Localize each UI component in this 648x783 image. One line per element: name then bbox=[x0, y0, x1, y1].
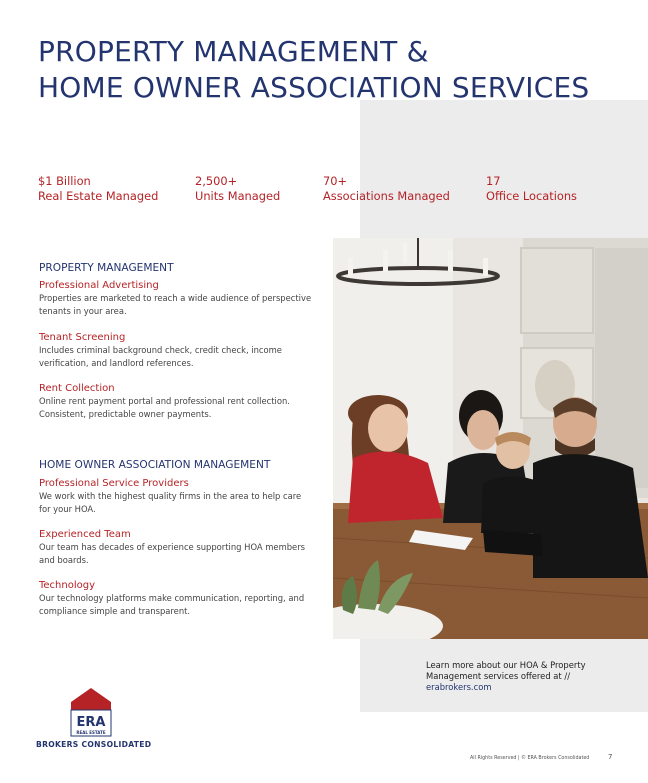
stat-value: 17 bbox=[486, 174, 501, 188]
stat-real-estate bbox=[38, 174, 158, 204]
page-title-line-2: HOME OWNER ASSOCIATION SERVICES bbox=[38, 71, 590, 104]
pm-item-tenant-screening bbox=[39, 331, 314, 369]
item-title: Professional Service Providers bbox=[39, 478, 189, 489]
item-title: Experienced Team bbox=[39, 529, 131, 540]
learn-more-text: Learn more about our HOA & Property Management services offered at // bbox=[426, 660, 586, 681]
hoa-item-experienced-team bbox=[39, 528, 314, 566]
website-link[interactable]: erabrokers.com bbox=[426, 682, 492, 692]
hoa-item-service-providers bbox=[39, 477, 314, 515]
page-number: 7 bbox=[608, 753, 613, 761]
stat-offices bbox=[486, 174, 577, 204]
stat-label: Associations Managed bbox=[323, 189, 450, 203]
item-description: Includes criminal background check, credit check, income verification, and landlord references. bbox=[39, 345, 282, 368]
page-title-line-1: PROPERTY MANAGEMENT & bbox=[38, 35, 429, 68]
stat-associations bbox=[323, 174, 450, 204]
family-photo bbox=[333, 238, 648, 639]
pm-item-rent-collection bbox=[39, 382, 314, 420]
page-title bbox=[38, 34, 628, 106]
pm-item-advertising bbox=[39, 279, 314, 317]
item-description: Online rent payment portal and professional rent collection. Consistent, predictable owner payments. bbox=[39, 396, 290, 419]
item-title: Technology bbox=[39, 580, 96, 591]
item-description: We work with the highest quality firms in the area to help care for your HOA. bbox=[39, 491, 302, 514]
stat-value: $1 Billion bbox=[38, 174, 91, 188]
stat-units bbox=[195, 174, 280, 204]
item-title: Rent Collection bbox=[39, 383, 115, 394]
item-title: Tenant Screening bbox=[39, 332, 126, 343]
stat-value: 70+ bbox=[323, 174, 348, 188]
stat-value: 2,500+ bbox=[195, 174, 238, 188]
item-title: Professional Advertising bbox=[39, 280, 159, 291]
logo-tagline: REAL ESTATE bbox=[76, 730, 106, 735]
logo-wordmark: ERA bbox=[76, 715, 106, 730]
copyright-footer: All Rights Reserved | © ERA Brokers Consolidated bbox=[470, 756, 590, 761]
learn-more-callout bbox=[426, 660, 596, 693]
logo-subtitle: BROKERS CONSOLIDATED bbox=[36, 740, 152, 749]
hoa-item-technology bbox=[39, 579, 314, 617]
hoa-management-heading: HOME OWNER ASSOCIATION MANAGEMENT bbox=[39, 459, 271, 471]
item-description: Our team has decades of experience supporting HOA members and boards. bbox=[39, 542, 306, 565]
stat-label: Real Estate Managed bbox=[38, 189, 159, 203]
item-description: Properties are marketed to reach a wide audience of perspective tenants in your area. bbox=[39, 293, 312, 316]
property-management-heading: PROPERTY MANAGEMENT bbox=[39, 262, 174, 274]
item-description: Our technology platforms make communication, reporting, and compliance simple and transparent. bbox=[39, 593, 305, 616]
stat-label: Units Managed bbox=[195, 189, 281, 203]
stat-label: Office Locations bbox=[486, 189, 577, 203]
roof-icon bbox=[71, 688, 111, 702]
